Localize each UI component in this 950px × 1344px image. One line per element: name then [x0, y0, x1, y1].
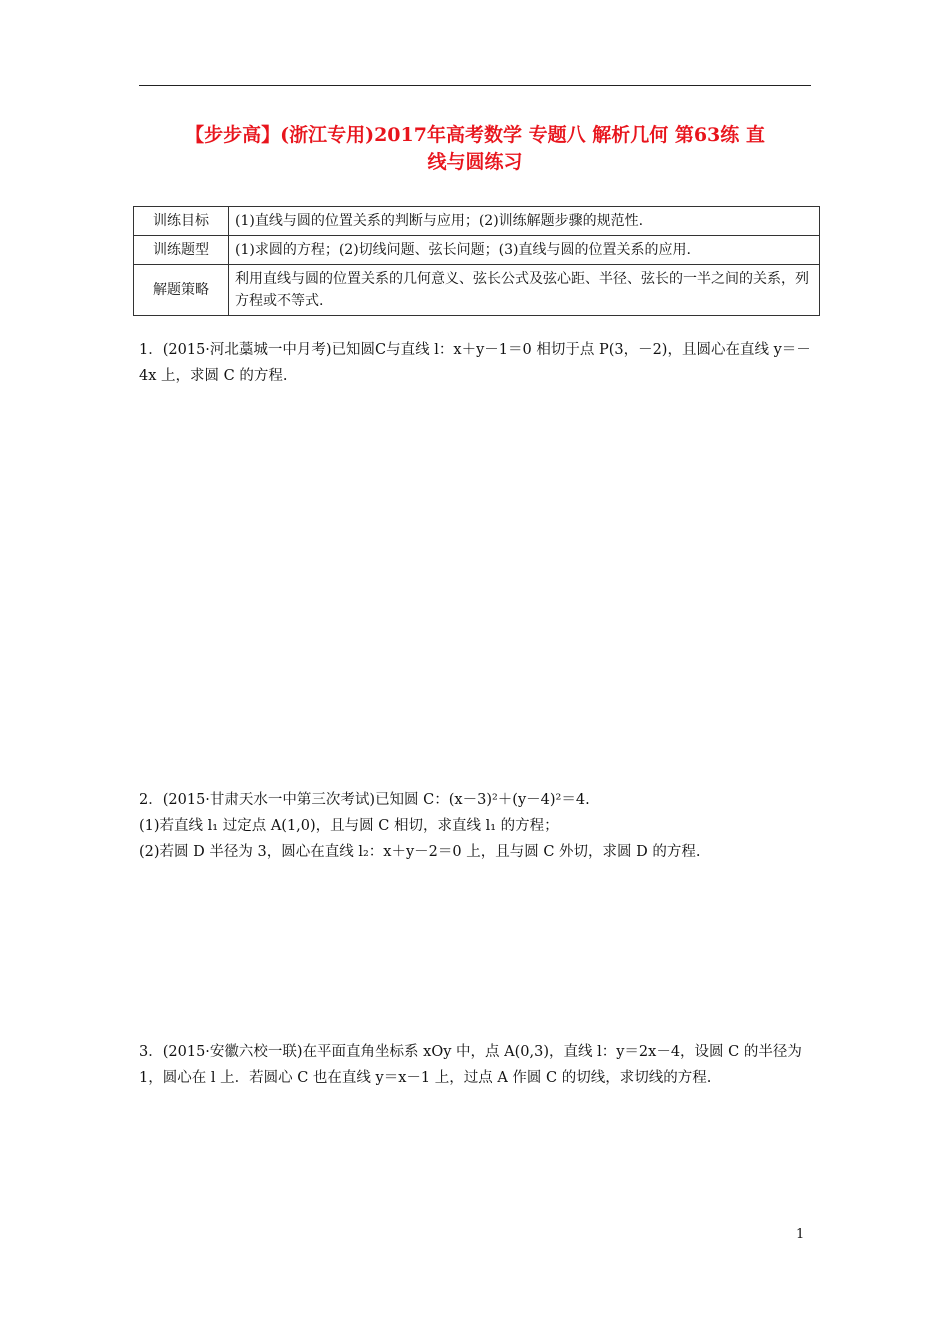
question-2-text	[139, 787, 811, 813]
page-number: 1	[796, 1227, 805, 1242]
row-label: 训练题型	[134, 236, 229, 265]
question-source: (2015·安徽六校一联)	[162, 1044, 303, 1060]
training-goals-table	[133, 206, 820, 316]
row-label: 解题策略	[134, 265, 229, 316]
question-2-part-1: (1)若直线 l₁ 过定点 A(1,0)，且与圆 C 相切，求直线 l₁ 的方程；	[139, 818, 559, 834]
row-content: 利用直线与圆的位置关系的几何意义、弦长公式及弦心距、半径、弦长的一半之间的关系，列方程或不等式.	[229, 265, 820, 316]
question-3-text	[139, 1039, 811, 1091]
table-row	[134, 265, 820, 316]
question-1	[139, 337, 811, 389]
question-body: 已知圆 C：(x－3)²＋(y－4)²＝4.	[375, 792, 590, 808]
question-3	[139, 1039, 811, 1091]
question-body: 已知圆C与直线 l：x＋y－1＝0 相切于点 P(3，－2)，且圆心在直线 y＝－4x 上，求圆 C 的方程.	[139, 342, 811, 384]
table-row	[134, 236, 820, 265]
document-title	[139, 122, 811, 176]
question-body: 在平面直角坐标系 xOy 中，点 A(0,3)，直线 l：y＝2x－4，设圆 C 的半径为 1，圆心在 l 上．若圆心 C 也在直线 y＝x－1 上，过点 A 作圆 C 的切线，求切线的方程.	[139, 1044, 802, 1086]
question-number: 1．	[139, 342, 163, 358]
row-content: (1)求圆的方程；(2)切线问题、弦长问题；(3)直线与圆的位置关系的应用.	[229, 236, 820, 265]
title-line-1: 【步步高】(浙江专用)2017年高考数学 专题八 解析几何 第63练 直	[185, 124, 765, 146]
question-number: 2．	[139, 792, 163, 808]
row-label: 训练目标	[134, 207, 229, 236]
header-rule	[139, 85, 811, 86]
question-1-text	[139, 337, 811, 389]
question-source: (2015·河北藁城一中月考)	[162, 342, 332, 358]
question-source: (2015·甘肃天水一中第三次考试)	[162, 792, 376, 808]
title-line-2: 线与圆练习	[427, 151, 523, 173]
question-number: 3．	[139, 1044, 163, 1060]
question-2-part-2: (2)若圆 D 半径为 3，圆心在直线 l₂：x＋y－2＝0 上，且与圆 C 外切，求圆 D 的方程.	[139, 844, 701, 860]
row-content: (1)直线与圆的位置关系的判断与应用；(2)训练解题步骤的规范性.	[229, 207, 820, 236]
question-2	[139, 787, 811, 865]
table-row	[134, 207, 820, 236]
